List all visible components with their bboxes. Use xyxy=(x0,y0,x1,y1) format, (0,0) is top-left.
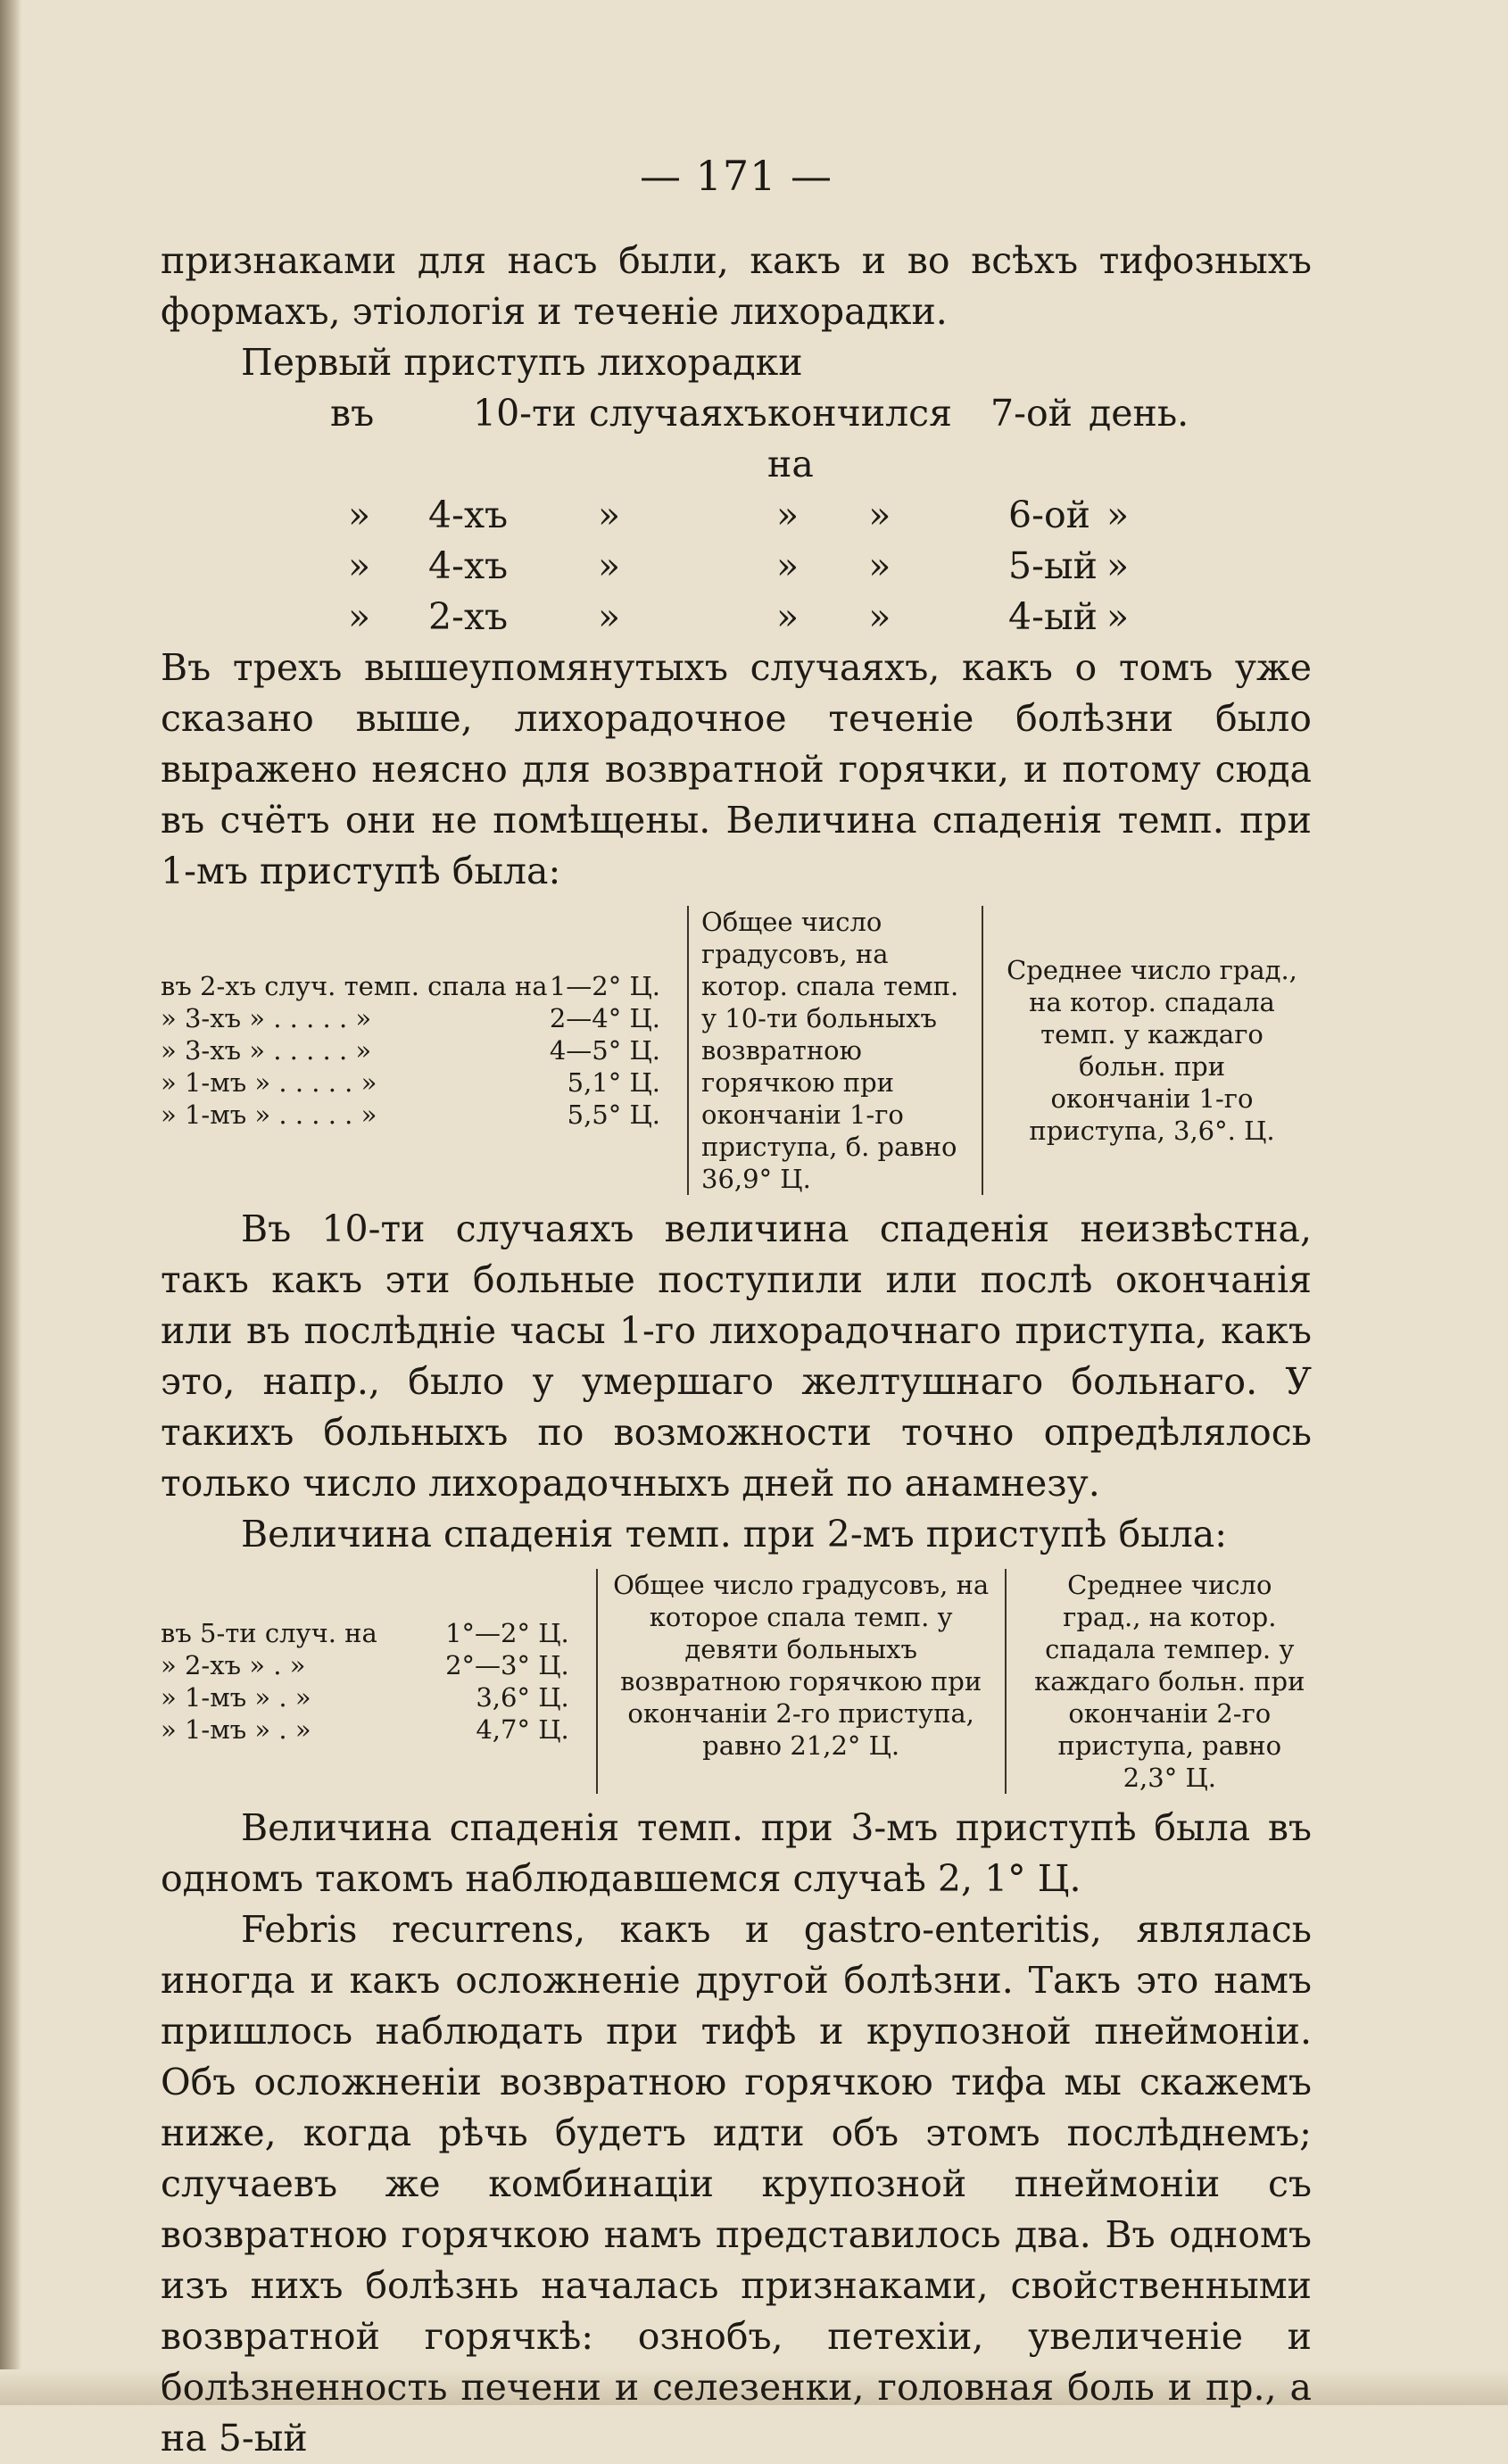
book-page xyxy=(161,152,1312,2464)
paragraph-1: признаками для насъ были, какъ и во всѣхъ тифозныхъ формахъ, этіологія и теченіе лихорадки. xyxy=(161,239,1312,333)
row-label: » 3-хъ » . . . . . » xyxy=(161,1003,372,1033)
fever-cell: 5-ый xyxy=(1008,544,1098,587)
row-label: » 1-мъ » . . . . . » xyxy=(161,1099,377,1130)
row-label: въ 2-хъ случ. темп. спала на xyxy=(161,971,548,1001)
row-value: 3,6° Ц. xyxy=(476,1682,569,1713)
total-note-2: Общее число градусовъ, на которое спала темп. у девяти больныхъ возвратною горячкою при окончаніи 2-го приступа, равно 21,2° Ц. xyxy=(596,1569,1007,1794)
fever-cell: въ xyxy=(330,392,375,435)
paragraph-3: Въ 10-ти случаяхъ величина спаденія неизвѣстна, такъ какъ эти больные поступили или послѣ окончанія или въ послѣдніе часы 1-го лихорадочнаго приступа, какъ это, напр., было у умершаго желтушнаго больнаго. У такихъ больныхъ по возможности точно опредѣлялось только число лихорадочныхъ дней по анамнезу. xyxy=(161,1207,1312,1505)
row-label: » 1-мъ » . » xyxy=(161,1714,311,1745)
table-row xyxy=(161,1002,660,1034)
row-value: 5,5° Ц. xyxy=(567,1099,660,1130)
fever-cell: » xyxy=(598,544,621,587)
row-value: 2—4° Ц. xyxy=(549,1003,660,1033)
fever-duration-table xyxy=(161,388,1312,643)
table-row xyxy=(161,1713,569,1746)
row-label: » 1-мъ » . . . . . » xyxy=(161,1067,377,1098)
row-value: 5,1° Ц. xyxy=(567,1067,660,1098)
table-row xyxy=(161,1034,660,1066)
fever-cell: » xyxy=(1106,544,1130,587)
row-value: 4,7° Ц. xyxy=(476,1714,569,1745)
fever-cell: » xyxy=(1106,494,1130,536)
fever-cell: » xyxy=(598,595,621,638)
row-value: 1—2° Ц. xyxy=(549,971,660,1001)
fever-cell: 6-ой xyxy=(1008,494,1090,536)
fever-row xyxy=(161,592,1312,643)
table-row xyxy=(161,970,660,1002)
fever-cell: 7-ой xyxy=(990,392,1073,435)
paragraph-2: Въ трехъ вышеупомянутыхъ случаяхъ, какъ о томъ уже сказано выше, лихорадочное теченіе болѣзни было выражено неясно для возвратной горячки, и потому сюда въ счётъ они не помѣщены. Величина спаденія темп. при 1-мъ приступѣ была: xyxy=(161,646,1312,892)
paragraph-5: Величина спаденія темп. при 3-мъ приступѣ была въ одномъ такомъ наблюдавшемся случаѣ 2, 1° Ц. xyxy=(161,1806,1312,1900)
row-value: 2°—3° Ц. xyxy=(445,1650,569,1680)
page-edge-shadow xyxy=(0,0,21,2405)
temp-drop-table-1 xyxy=(161,906,1312,1195)
fever-cell: » xyxy=(348,595,371,638)
row-value: 1°—2° Ц. xyxy=(445,1618,569,1648)
fever-cell: » xyxy=(348,544,371,587)
page-number: — 171 — xyxy=(639,152,833,200)
fever-cell: 4-хъ xyxy=(428,494,509,536)
fever-cell: случаяхъ xyxy=(589,392,767,435)
fever-row xyxy=(161,388,1312,490)
fever-cell: кончился на xyxy=(767,392,952,485)
fever-row xyxy=(161,490,1312,541)
paragraph-6: Febris recurrens, какъ и gastro-enteritis, являлась иногда и какъ осложненіе другой болѣзни. Такъ это намъ пришлось наблюдать при тифѣ и крупозной пнеймоніи. Объ осложненіи возвратною горячкою тифа мы скажемъ ниже, когда рѣчь будетъ идти объ этомъ послѣднемъ; случаевъ же комбинаціи крупозной пнеймоніи съ возвратною горячкою намъ представилось два. Въ одномъ изъ нихъ болѣзнь началась признаками, свойственными возвратной горячкѣ: ознобъ, петехіи, увеличеніе и болѣзненность печени и селезенки, головная боль и пр., а на 5-ый xyxy=(161,1908,1312,2460)
temp-drop-list-2 xyxy=(161,1569,569,1794)
fever-cell: » » xyxy=(776,494,891,536)
row-value: 4—5° Ц. xyxy=(549,1035,660,1066)
paragraph-4: Величина спаденія темп. при 2-мъ приступѣ была: xyxy=(241,1513,1228,1556)
average-note-2: Среднее число град., на котор. спадала темпер. у каждаго больн. при окончаніи 2-го приступа, равно 2,3° Ц. xyxy=(1034,1570,1305,1793)
fever-intro: Первый приступъ лихорадки xyxy=(241,341,803,384)
total-note-1: Общее число градусовъ, на котор. спала темп. у 10-ти больныхъ возвратною горячкою при окончаніи 1-го приступа, б. равно 36,9° Ц. xyxy=(687,906,983,1195)
fever-cell: 4-хъ xyxy=(428,544,509,587)
temp-drop-list-1 xyxy=(161,906,660,1195)
table-row xyxy=(161,1066,660,1099)
fever-cell: 2-хъ xyxy=(428,595,509,638)
fever-cell: 10-ти xyxy=(473,392,577,435)
fever-cell: » » xyxy=(776,544,891,587)
fever-cell: » xyxy=(348,494,371,536)
row-label: въ 5-ти случ. на xyxy=(161,1618,377,1648)
fever-cell: 4-ый xyxy=(1008,595,1098,638)
table-row xyxy=(161,1099,660,1131)
fever-cell: » xyxy=(1106,595,1130,638)
average-note-1: Среднее число град., на котор. спадала темп. у каждаго больн. при окончаніи 1-го приступа, 3,6°. Ц. xyxy=(1007,955,1297,1146)
row-label: » 3-хъ » . . . . . » xyxy=(161,1035,372,1066)
fever-row xyxy=(161,541,1312,592)
table-row xyxy=(161,1681,569,1713)
row-label: » 2-хъ » . » xyxy=(161,1650,306,1680)
table-row xyxy=(161,1617,569,1649)
fever-cell: день. xyxy=(1089,392,1189,435)
temp-drop-table-2 xyxy=(161,1569,1312,1794)
fever-cell: » xyxy=(598,494,621,536)
fever-cell: » » xyxy=(776,595,891,638)
row-label: » 1-мъ » . » xyxy=(161,1682,311,1713)
table-row xyxy=(161,1649,569,1681)
